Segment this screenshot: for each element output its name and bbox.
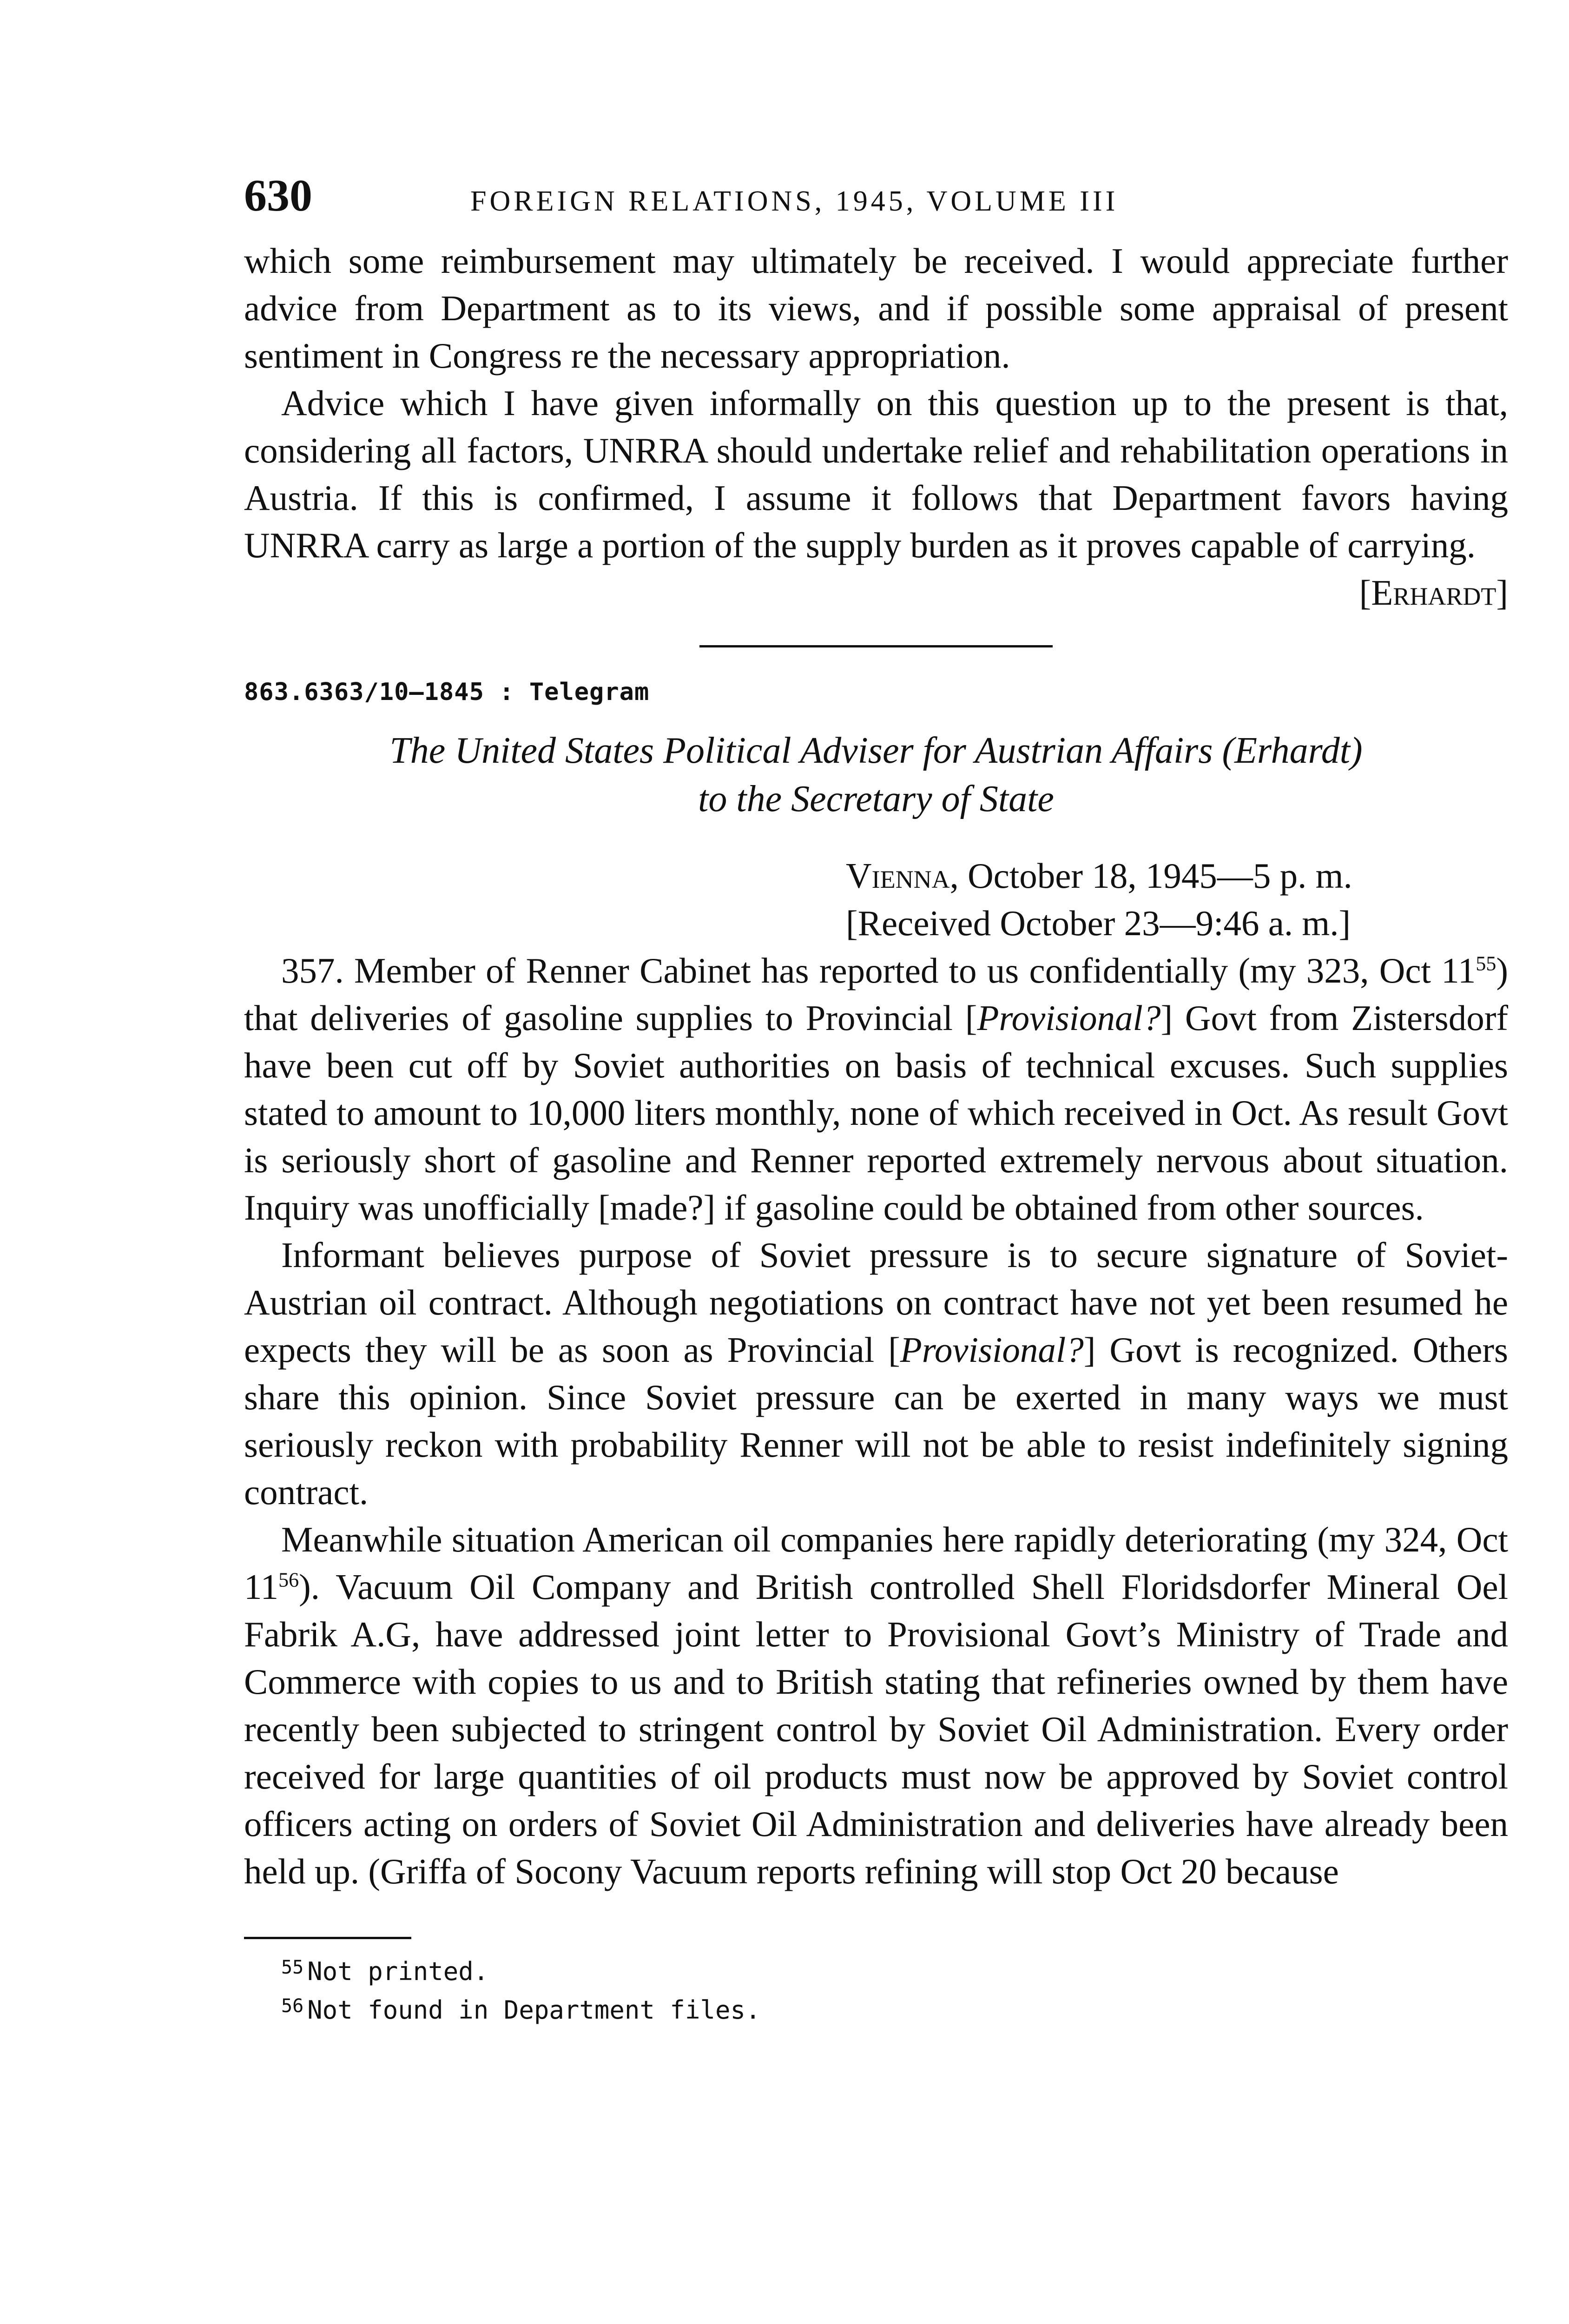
footnote-mark: 56	[281, 1995, 304, 2017]
continued-paragraph: which some reimbursement may ultimately be received. I would appreciate further advice from Department as to its views, and if possible some appraisal of present sentiment in Congress re the necessary appropriation.	[244, 241, 1508, 376]
telegram-paragraph-3	[244, 1516, 1508, 1895]
footnote-56	[281, 1989, 1508, 2027]
dateline-place: Vienna	[846, 856, 950, 896]
received-line: [Received October 23—9:46 a. m.]	[846, 903, 1351, 943]
footnote-mark: 55	[281, 1957, 304, 1978]
footnote-divider	[244, 1937, 411, 1939]
dateline-date: , October 18, 1945—5 p. m.	[949, 856, 1352, 896]
para1-text-a: 357. Member of Renner Cabinet has reported to us confidentially (my 323, Oct 11	[281, 951, 1476, 990]
para1-text-b: ) that deliveries of gasoline supplies to Provincial [	[244, 951, 1508, 1038]
section-divider	[699, 645, 1053, 647]
footnote-ref-56: 56	[278, 1568, 299, 1591]
para3-text-b: ). Vacuum Oil Company and British controlled Shell Floridsdorfer Mineral Oel Fabrik A.G, have addressed joint letter to Provisional Govt’s Ministry of Trade and Commerce with copies to us and to British stating that refineries owned by them have recently been subjected to stringent control by Soviet Oil Administration. Every order received for large quantities of oil products must now be approved by Soviet control officers acting on orders of Soviet Oil Administration and deliveries have already been held up. (Griffa of Socony Vacuum reports refining will stop Oct 20 because	[244, 1567, 1508, 1891]
telegram-paragraph-2	[244, 1231, 1508, 1516]
para1-italic: Provisional?	[977, 998, 1161, 1038]
heading-line-1: The United States Political Adviser for Austrian Affairs (Erhardt)	[389, 730, 1363, 771]
advice-paragraph: Advice which I have given informally on this question up to the present is that, considering all factors, UNRRA should undertake relief and rehabilitation operations in Austria. If this is confirmed, I assume it follows that Department favors having UNRRA carry as large a portion of the supply burden as it proves capable of carrying.	[244, 383, 1508, 565]
document-page	[244, 172, 1508, 2027]
document-heading	[244, 726, 1508, 823]
running-head	[244, 172, 1508, 237]
footnote-55	[281, 1950, 1508, 1989]
footnote-text: Not found in Department files.	[307, 1995, 761, 2025]
footnote-text: Not printed.	[307, 1957, 489, 1986]
dateline	[846, 852, 1508, 899]
para3-text-a: Meanwhile situation American oil companies here rapidly deteriorating (my 324, Oct 11	[244, 1519, 1508, 1607]
footnote-ref-55: 55	[1476, 952, 1496, 975]
heading-line-2: to the Secretary of State	[698, 779, 1054, 819]
para1-text-c: ] Govt from Zistersdorf have been cut off by Soviet authorities on basis of technical excuses. Such supplies stated to amount to 10,000 liters monthly, none of which received in Oct. As result Govt is seriously short of gasoline and Renner reported extremely nervous about situation. Inquiry was unofficially [made?] if gasoline could be obtained from other sources.	[244, 998, 1508, 1228]
telegram-paragraph-1	[244, 947, 1508, 1231]
file-reference: 863.6363/10–1845 : Telegram	[244, 678, 650, 706]
para2-text-a: Informant believes purpose of Soviet pressure is to secure signature of Soviet-Austrian oil contract. Although negotiations on contract have not yet been resumed he expects they will be as soon as Provincial [	[244, 1235, 1508, 1370]
page-number: 630	[244, 171, 312, 221]
para2-text-b: ] Govt is recognized. Others share this opinion. Since Soviet pressure can be exerted in many ways we must seriously reckon with probability Renner will not be able to resist indefinitely signing contract.	[244, 1330, 1508, 1512]
running-title: FOREIGN RELATIONS, 1945, VOLUME III	[470, 185, 1119, 217]
para2-italic: Provisional?	[900, 1330, 1084, 1370]
signature: [Erhardt]	[1359, 573, 1508, 613]
